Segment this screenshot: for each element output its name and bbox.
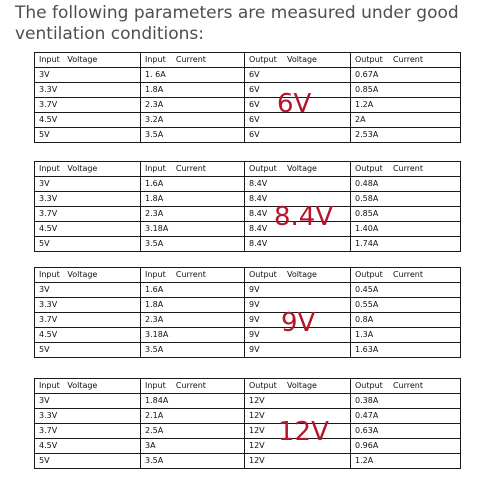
table-cell: 0.47A <box>351 409 461 424</box>
table-cell: 12V <box>245 454 351 469</box>
header-cell: Input Voltage <box>35 53 141 68</box>
table-cell: 1.40A <box>351 222 461 237</box>
header-cell: Output Current <box>351 379 461 394</box>
table-cell: 1.6A <box>141 283 245 298</box>
table-cell: 8.4V <box>245 222 351 237</box>
table-row <box>35 424 461 439</box>
header-cell: Output Current <box>351 53 461 68</box>
table-cell: 9V <box>245 313 351 328</box>
table-cell: 9V <box>245 328 351 343</box>
header-cell: Input Voltage <box>35 379 141 394</box>
table-cell: 2.3A <box>141 98 245 113</box>
table-cell: 6V <box>245 128 351 143</box>
header-cell: Input Current <box>141 268 245 283</box>
table-cell: 3.3V <box>35 409 141 424</box>
table-cell: 1.2A <box>351 98 461 113</box>
header-cell: Output Voltage <box>245 162 351 177</box>
table-cell: 1.74A <box>351 237 461 252</box>
table-cell: 3.3V <box>35 298 141 313</box>
table-cell: 3.5A <box>141 343 245 358</box>
table-cell: 0.45A <box>351 283 461 298</box>
param-table-8-4v <box>34 161 461 252</box>
table-cell: 9V <box>245 298 351 313</box>
voltage-label-9v: 9V <box>281 308 316 338</box>
table-cell: 4.5V <box>35 113 141 128</box>
header-cell: Output Voltage <box>245 268 351 283</box>
table-cell: 1.8A <box>141 298 245 313</box>
table-row <box>35 439 461 454</box>
header-cell: Input Current <box>141 379 245 394</box>
table-header-row <box>35 53 461 68</box>
table-cell: 0.85A <box>351 83 461 98</box>
header-cell: Output Voltage <box>245 379 351 394</box>
table-header-row <box>35 162 461 177</box>
table-row <box>35 98 461 113</box>
table-cell: 3.5A <box>141 454 245 469</box>
table-row <box>35 343 461 358</box>
table-row <box>35 128 461 143</box>
table-cell: 3.3V <box>35 83 141 98</box>
table-cell: 4.5V <box>35 328 141 343</box>
table-cell: 1.8A <box>141 83 245 98</box>
header-cell: Input Voltage <box>35 162 141 177</box>
table-cell: 6V <box>245 98 351 113</box>
table-cell: 5V <box>35 128 141 143</box>
table-cell: 12V <box>245 424 351 439</box>
table-cell: 6V <box>245 113 351 128</box>
table-block-8-4v <box>34 161 460 252</box>
table-cell: 2.5A <box>141 424 245 439</box>
header-cell: Output Current <box>351 268 461 283</box>
table-cell: 2.1A <box>141 409 245 424</box>
table-row <box>35 394 461 409</box>
header-cell: Output Current <box>351 162 461 177</box>
table-cell: 12V <box>245 394 351 409</box>
table-cell: 1.8A <box>141 192 245 207</box>
table-cell: 5V <box>35 343 141 358</box>
table-row <box>35 237 461 252</box>
header-cell: Input Current <box>141 162 245 177</box>
table-cell: 6V <box>245 68 351 83</box>
header-cell: Input Voltage <box>35 268 141 283</box>
voltage-label-8-4v: 8.4V <box>274 202 334 232</box>
table-block-6v <box>34 52 460 143</box>
table-cell: 12V <box>245 409 351 424</box>
table-row <box>35 207 461 222</box>
table-cell: 1.6A <box>141 177 245 192</box>
table-row <box>35 177 461 192</box>
table-cell: 8.4V <box>245 177 351 192</box>
voltage-label-12v: 12V <box>278 417 329 447</box>
table-cell: 3.5A <box>141 128 245 143</box>
table-cell: 3.7V <box>35 424 141 439</box>
table-cell: 0.38A <box>351 394 461 409</box>
table-block-12v <box>34 378 460 469</box>
table-cell: 0.67A <box>351 68 461 83</box>
table-cell: 5V <box>35 237 141 252</box>
table-cell: 4.5V <box>35 439 141 454</box>
table-cell: 4.5V <box>35 222 141 237</box>
table-cell: 2.3A <box>141 207 245 222</box>
table-header-row <box>35 379 461 394</box>
table-row <box>35 222 461 237</box>
table-cell: 1.84A <box>141 394 245 409</box>
table-block-9v <box>34 267 460 358</box>
table-cell: 8.4V <box>245 192 351 207</box>
table-cell: 9V <box>245 343 351 358</box>
table-cell: 1.2A <box>351 454 461 469</box>
param-table-12v <box>34 378 461 469</box>
table-cell: 0.63A <box>351 424 461 439</box>
table-cell: 3.3V <box>35 192 141 207</box>
table-cell: 3V <box>35 283 141 298</box>
table-row <box>35 192 461 207</box>
header-cell: Output Voltage <box>245 53 351 68</box>
table-cell: 1.63A <box>351 343 461 358</box>
table-cell: 1.3A <box>351 328 461 343</box>
table-cell: 2A <box>351 113 461 128</box>
table-cell: 8.4V <box>245 237 351 252</box>
param-table-6v <box>34 52 461 143</box>
table-cell: 3V <box>35 68 141 83</box>
table-row <box>35 113 461 128</box>
table-row <box>35 328 461 343</box>
table-cell: 6V <box>245 83 351 98</box>
table-row <box>35 454 461 469</box>
table-cell: 0.8A <box>351 313 461 328</box>
table-cell: 0.85A <box>351 207 461 222</box>
header-cell: Input Current <box>141 53 245 68</box>
table-cell: 0.48A <box>351 177 461 192</box>
param-table-9v <box>34 267 461 358</box>
table-row <box>35 83 461 98</box>
table-header-row <box>35 268 461 283</box>
table-row <box>35 409 461 424</box>
table-cell: 3.5A <box>141 237 245 252</box>
table-row <box>35 298 461 313</box>
table-cell: 3V <box>35 177 141 192</box>
table-cell: 0.58A <box>351 192 461 207</box>
table-cell: 2.53A <box>351 128 461 143</box>
table-cell: 9V <box>245 283 351 298</box>
table-cell: 3A <box>141 439 245 454</box>
table-cell: 3V <box>35 394 141 409</box>
table-cell: 8.4V <box>245 207 351 222</box>
table-cell: 2.3A <box>141 313 245 328</box>
voltage-label-6v: 6V <box>277 89 312 119</box>
table-row <box>35 68 461 83</box>
table-row <box>35 283 461 298</box>
table-cell: 1. 6A <box>141 68 245 83</box>
table-cell: 5V <box>35 454 141 469</box>
table-cell: 3.18A <box>141 222 245 237</box>
page-heading: The following parameters are measured under good ventilation conditions: <box>15 3 459 44</box>
table-cell: 3.7V <box>35 207 141 222</box>
table-cell: 3.7V <box>35 98 141 113</box>
table-cell: 3.2A <box>141 113 245 128</box>
table-cell: 3.7V <box>35 313 141 328</box>
table-cell: 12V <box>245 439 351 454</box>
table-row <box>35 313 461 328</box>
table-cell: 3.18A <box>141 328 245 343</box>
table-cell: 0.55A <box>351 298 461 313</box>
table-cell: 0.96A <box>351 439 461 454</box>
